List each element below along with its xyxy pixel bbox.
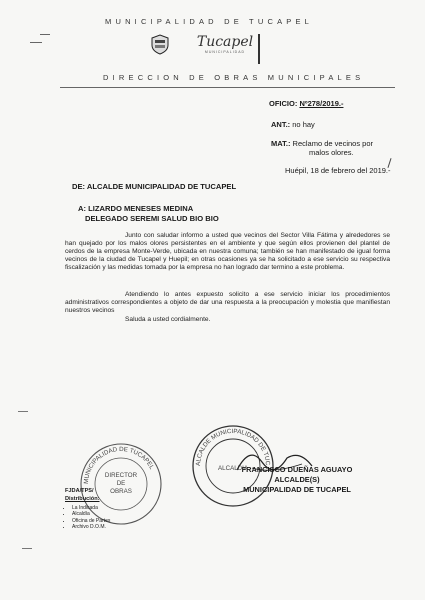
letter-date: Huépil, 18 de febrero del 2019.-: [285, 166, 391, 175]
scan-mark: [18, 411, 28, 412]
mat-value-line1: Reclamo de vecinos por: [292, 139, 374, 148]
list-item: • Oficina de Partes: [72, 518, 110, 524]
to-line-2: DELEGADO SEREMI SALUD BIO BIO: [85, 214, 219, 223]
header-top-title: MUNICIPALIDAD DE TUCAPEL: [105, 17, 314, 26]
logo-divider: [258, 34, 260, 64]
municipal-coat-of-arms-icon: [148, 32, 172, 56]
header-bottom-title: DIRECCION DE OBRAS MUNICIPALES: [103, 73, 365, 82]
from-line: DE: ALCALDE MUNICIPALIDAD DE TUCAPEL: [72, 182, 237, 191]
body-paragraph-1: Junto con saludar informo a usted que vecinos del Sector Villa Fátima y alrededores se han quejado por los malos olores persistentes en el ambiente y que según ellos provienen del plantel de cerdos de la empresa Monte-Verde, ubicada en nuestra comuna; también se han manifestado de igual forma vecinos de la ciudad de Tucapel y Huepil; en otras ocasiones ya se ha solicitado a ese servicio su respectiva fiscalización y las medidas tomada por la empresa no han logrado dar termino a este problema.: [65, 232, 390, 272]
closing-line: Saluda a usted cordialmente.: [125, 316, 211, 323]
signatory-title: ALCALDE(S): [274, 475, 320, 484]
ant-value: no hay: [292, 120, 315, 129]
initials: FJDA/TPS/: [65, 488, 94, 494]
logo-wordmark: Tucapel: [196, 34, 254, 50]
logo-subtitle: MUNICIPALIDAD: [204, 50, 246, 54]
mayor-stamp-ring-text: ALCALDE MUNICIPALIDAD DE TUC: [194, 427, 272, 467]
list-item: • La Indicada: [72, 505, 110, 511]
director-stamp-center-1: DIRECTOR: [104, 472, 138, 479]
distribution-list: [58, 505, 110, 531]
ant-line: [271, 120, 315, 129]
list-item: • Alcaldía: [72, 511, 110, 517]
oficio-value: Nº278/2019.-: [299, 99, 344, 108]
handwritten-signature-icon: [232, 440, 322, 480]
list-item: • Archivo D.O.M.: [72, 524, 110, 530]
oficio-label: OFICIO:: [269, 99, 298, 108]
oficio-line: [269, 99, 343, 108]
scan-mark: [40, 34, 50, 35]
mayor-stamp-center-text: ALCALDIA: [218, 465, 248, 472]
director-stamp-center-2: DE: [116, 480, 126, 487]
mat-label: MAT.:: [271, 139, 291, 148]
signatory-institution: MUNICIPALIDAD DE TUCAPEL: [243, 485, 351, 494]
ant-label: ANT.:: [271, 120, 291, 129]
signatory-name: FRANCISCO DUEÑAS AGUAYO: [241, 465, 353, 474]
scan-mark: [22, 548, 32, 549]
body-paragraph-2: Atendiendo lo antes expuesto solicito a ese servicio iniciar los procedimientos administrativos correspondientes a objeto de dar una respuesta a la preocupación y molestia que manifiestan nuestros vecinos: [65, 291, 390, 315]
director-stamp-ring-text: MUNICIPALIDAD DE TUCAPEL: [82, 445, 156, 485]
mat-line: [271, 139, 373, 148]
scan-mark: [30, 42, 42, 43]
header-separator: [60, 87, 395, 88]
tucapel-logo: [196, 34, 254, 62]
mat-value-line2: malos olores.: [309, 148, 354, 157]
to-line-1: A: LIZARDO MENESES MEDINA: [78, 204, 194, 213]
director-stamp-center-3: OBRAS: [110, 488, 132, 495]
distribution-label: Distribución:: [65, 496, 100, 502]
